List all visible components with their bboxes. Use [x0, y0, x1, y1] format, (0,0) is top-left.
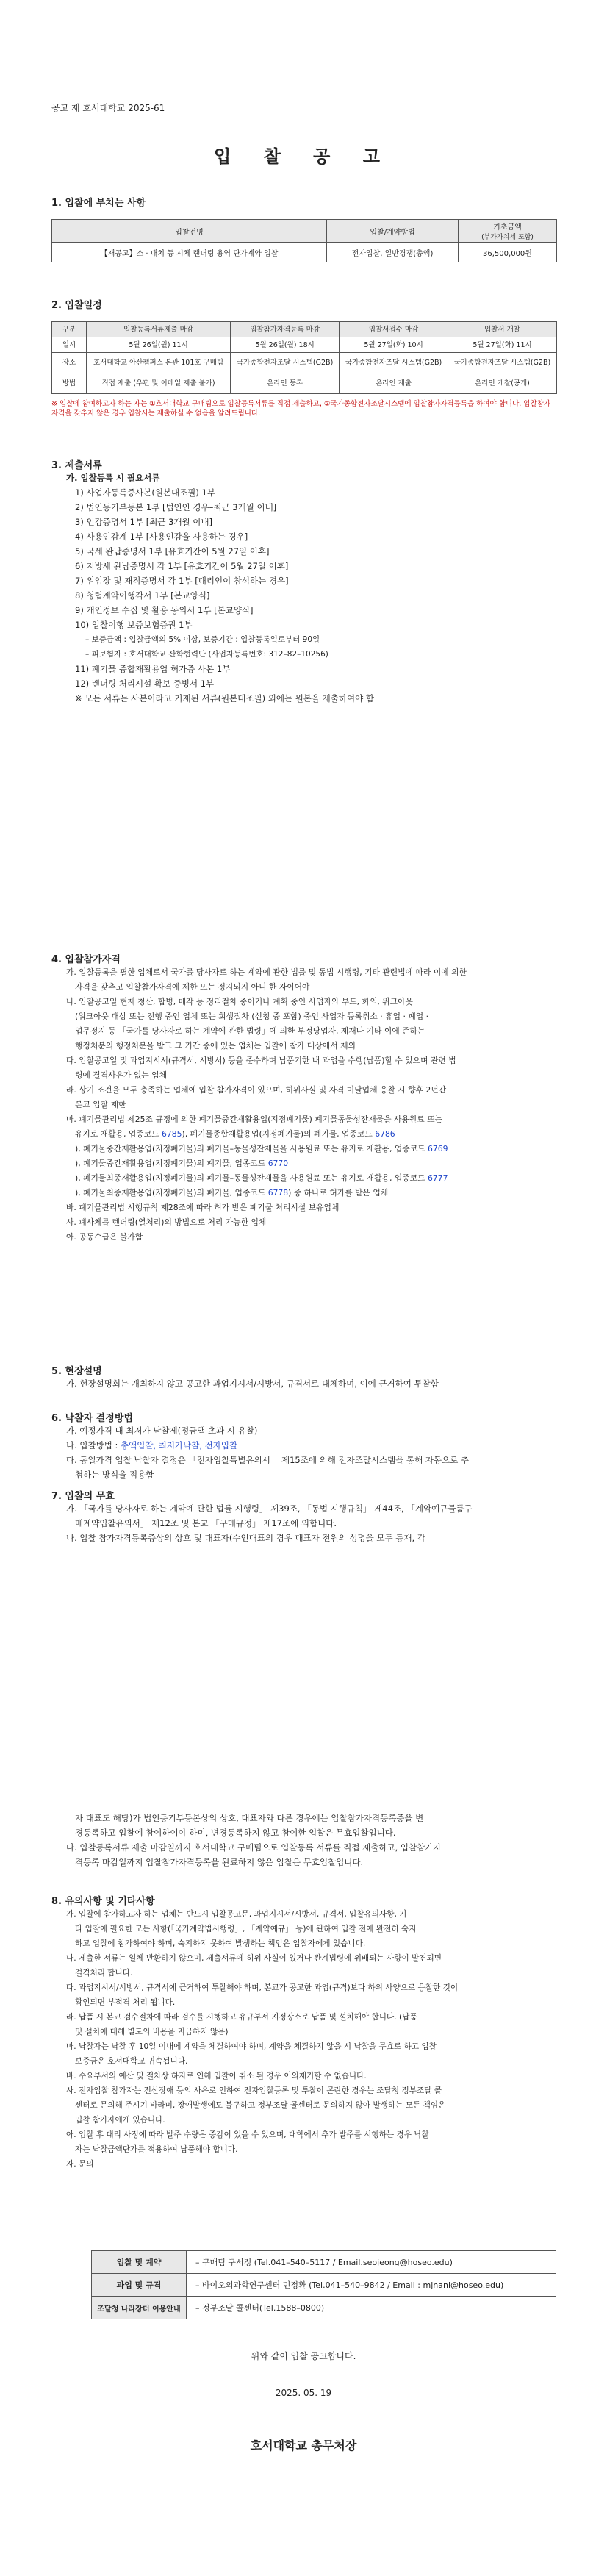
note-item: 사. 전자입찰 참가자는 전산장애 등의 사유로 인하여 전자입찰등록 및 투찰이 곤란한 경우는 조달청 정부조달 콜	[66, 2086, 442, 2095]
doc-item: 10) 입찰이행 보증보험증권 1부	[75, 620, 193, 630]
schedule-cell: 국가종합전자조달 시스템(G2B)	[340, 353, 448, 373]
invalid-item: 다. 입찰등록서류 제출 마감일까지 호서대학교 구매팀으로 입찰등록 서류를 직접 제출하고, 입찰참가자	[66, 1842, 442, 1853]
note-item: 가. 입찰에 참가하고자 하는 업체는 반드시 입찰공고문, 과업지시서/시방서, 규격서, 입찰유의사항, 기	[66, 1910, 407, 1919]
invalid-item: 자 대표도 해당)가 법인등기부등본상의 상호, 대표자와 다른 경우에는 입찰참가자격등록증을 변	[75, 1813, 424, 1823]
note-item: 입찰 참가자에게 있습니다.	[75, 2116, 165, 2125]
doc-item: 5) 국세 완납증명서 1부 [유효기간이 5월 27일 이후]	[75, 546, 270, 557]
section-3-heading: 3. 제출서류	[51, 460, 102, 471]
bid-method: 전자입찰, 일반경쟁(총액)	[327, 243, 459, 262]
doc-item: 12) 렌더링 처리시설 확보 증빙서 1부	[75, 679, 215, 689]
schedule-cell: 5월 26일(월) 11시	[87, 337, 231, 353]
schedule-cell: 장소	[52, 353, 87, 373]
waste-code-line: ), 폐기물중간재활용업(지정폐기물)의 폐기물–동물성잔재물을 사용원료 또는 유지로 재활용, 업종코드 6769	[75, 1144, 448, 1153]
schedule-header: 입찰참가자격등록 마감	[231, 322, 340, 337]
section-8-heading: 8. 유의사항 및 기타사항	[51, 1896, 155, 1907]
notice-number: 공고 제 호서대학교 2025-61	[51, 103, 165, 113]
closing-text: 위와 같이 입찰 공고합니다.	[251, 2351, 356, 2361]
bid-method-value: 총액입찰, 최저가낙찰, 전자입찰	[121, 1440, 238, 1450]
col-method: 입찰/계약방법	[327, 220, 459, 243]
doc-item: 3) 인감증명서 1부 [최근 3개월 이내]	[75, 517, 212, 527]
waste-code: 6786	[375, 1129, 395, 1139]
invalid-item: 나. 입찰 참가자격등록증상의 상호 및 대표자(수인대표의 경우 대표자 전원의 성명을 모두 등재, 각	[66, 1533, 425, 1543]
doc-item: 8) 청렴계약이행각서 1부 [본교양식]	[75, 590, 210, 601]
eligibility-item: 본교 입찰 제한	[75, 1100, 126, 1109]
invalid-item: 경등록하고 입찰에 참여하여야 하며, 변경등록하지 않고 참여한 입찰은 무효입찰입니다.	[75, 1828, 396, 1838]
schedule-cell: 5월 27일(화) 11시	[448, 337, 557, 353]
schedule-table	[51, 321, 557, 394]
contact-value: – 바이오의과학연구센터 민정환 (Tel.041–540–9842 / Email : mjnani@hoseo.edu)	[187, 2274, 556, 2297]
required-docs-subheading: 가. 입찰등록 시 필요서류	[66, 473, 160, 483]
waste-code: 6770	[267, 1159, 289, 1168]
waste-code-line: 유지로 재활용, 업종코드 6785), 폐기물종합재활용업(지정폐기물)의 폐기물, 업종코드 6786	[75, 1129, 395, 1139]
award-method	[51, 1423, 558, 1482]
site-briefing	[51, 1376, 558, 1391]
contact-label: 과업 및 규격	[92, 2274, 187, 2297]
section-5-heading: 5. 현장설명	[51, 1366, 102, 1377]
eligibility-item: 자격을 갖추고 입찰참가자격에 제한 또는 정지되지 아니 한 자이어야	[75, 982, 310, 992]
eligibility-item: 령에 결격사유가 없는 업체	[75, 1070, 168, 1080]
award-item: 다. 동일가격 입찰 낙찰자 결정은 「전자입찰특별유의서」 제15조에 의해 전자조달시스템을 통해 자동으로 추	[66, 1455, 470, 1465]
contact-label: 입찰 및 계약	[92, 2251, 187, 2274]
schedule-cell: 방법	[52, 373, 87, 394]
base-price: 36,500,000원	[459, 243, 557, 262]
eligibility-item: 행정처분의 행정처분을 받고 그 기간 중에 있는 업체는 입찰에 참가 대상에서 제외	[75, 1041, 356, 1051]
note-item: 바. 수요부서의 예산 및 절차상 하자로 인해 입찰이 취소 된 경우 이의제기할 수 없습니다.	[66, 2072, 367, 2081]
invalid-item: 격등록 마감일까지 입찰참가자격등록을 완료하지 않은 입찰은 무효입찰입니다.	[75, 1857, 364, 1867]
eligibility-item: 아. 공동수급은 불가함	[66, 1232, 143, 1242]
col-base-price: 기초금액 (부가가치세 포함)	[459, 220, 557, 243]
note-item: 센터로 문의해 주시기 바라며, 장애발생에도 불구하고 정부조달 콜센터로 문의하지 않아 발생하는 모든 책임은	[75, 2101, 446, 2110]
schedule-cell: 5월 26일(월) 18시	[231, 337, 340, 353]
eligibility-item: 다. 입찰공고일 및 과업지시서(규격서, 시방서) 등을 준수하며 납품기한 내 과업을 수행(납품)할 수 있으며 관련 법	[66, 1056, 456, 1065]
waste-code: 6777	[427, 1173, 448, 1183]
section-1-heading: 1. 입찰에 부치는 사항	[51, 198, 146, 209]
issuer: 호서대학교 총무처장	[250, 2439, 357, 2452]
invalid-bid-list-1	[51, 1501, 558, 1545]
eligibility-item: 바. 폐기물관리법 시행규칙 제28조에 따라 허가 받은 폐기물 처리시설 보유업체	[66, 1203, 340, 1212]
note-item: 확인되면 부적격 처리 됩니다.	[75, 1998, 176, 2007]
eligibility-item: 가. 입찰등록을 필한 업체로서 국가를 당사자로 하는 계약에 관한 법률 및 동법 시행령, 기타 관련법에 따라 이에 의한	[66, 967, 467, 977]
schedule-cell: 국가종합전자조달 시스템(G2B)	[231, 353, 340, 373]
eligibility-item: 업무정지 등 「국가를 당사자로 하는 계약에 관한 법령」에 의한 부정당업자, 제재나 기타 이에 준하는	[75, 1026, 425, 1036]
bid-item-name: 【재공고】소 · 대치 등 시체 랜더링 용역 단가계약 입찰	[52, 243, 327, 262]
eligibility-item: 라. 상기 조건을 모두 충족하는 업체에 입찰 참가자격이 있으며, 허위사실 및 자격 미달업체 응찰 시 향후 2년간	[66, 1085, 447, 1095]
note-item: 및 설치에 대해 별도의 비용을 지급하지 않음)	[75, 2028, 229, 2036]
award-item: 나. 입찰방법 : 총액입찰, 최저가낙찰, 전자입찰	[66, 1440, 238, 1450]
schedule-cell: 직접 제출 (우편 및 이메일 제출 불가)	[87, 373, 231, 394]
doc-item: 11) 폐기물 종합재활용업 허가증 사본 1부	[75, 664, 231, 674]
note-item: 타 입찰에 필요한 모든 사항(「국가계약법시행령」, 「계약예규」 등)에 관하여 입찰 전에 완전히 숙지	[75, 1925, 417, 1933]
note-item: 나. 제출한 서류는 일체 반환하지 않으며, 제출서류에 허위 사실이 있거나 관계법령에 위배되는 사항이 발견되면	[66, 1954, 442, 1963]
bond-detail: – 피보험자 : 호서대학교 산학협력단 (사업자등록번호: 312–82–10256)	[85, 650, 328, 659]
award-item: 가. 예정가격 내 최저가 낙찰제(정금액 초과 시 유찰)	[66, 1425, 258, 1436]
schedule-cell: 국가종합전자조달 시스템(G2B)	[448, 353, 557, 373]
note-item: 다. 과업지시서/시방서, 규격서에 근거하여 투찰해야 하며, 본교가 공고한 과업(규격)보다 하위 사양으로 응찰한 것이	[66, 1983, 459, 1992]
note-item: 결격처리 합니다.	[75, 1969, 133, 1978]
bond-detail: – 보증금액 : 입찰금액의 5% 이상, 보증기간 : 입찰등록일로부터 90일	[85, 635, 320, 644]
waste-code: 6769	[427, 1144, 448, 1153]
note-item: 라. 납품 시 본교 검수절차에 따라 검수를 시행하고 유규부서 지정장소로 납품 및 설치해야 합니다. (납품	[66, 2013, 417, 2022]
eligibility-item-ma: 마. 폐기물관리법 제25조 규정에 의한 폐기물중간재활용업(지정폐기물) 폐기물동물성잔재물을 사용원료 또는	[66, 1115, 442, 1124]
schedule-cell: 온라인 개찰(공개)	[448, 373, 557, 394]
doc-item: 2) 법인등기부등본 1부 [법인인 경우–최근 3개월 이내]	[75, 502, 277, 512]
doc-item: 6) 지방세 완납증명서 각 1부 [유효기간이 5월 27일 이후]	[75, 561, 289, 571]
doc-item: 9) 개인정보 수집 및 활용 동의서 1부 [본교양식]	[75, 605, 254, 615]
bid-item-table	[51, 219, 557, 262]
contact-table	[91, 2250, 556, 2319]
invalid-bid-list-2	[51, 1811, 558, 1870]
schedule-cell: 5월 27일(화) 10시	[340, 337, 448, 353]
section-6-heading: 6. 낙찰자 결정방법	[51, 1413, 133, 1424]
waste-code: 6785	[162, 1129, 182, 1139]
doc-item: 1) 사업자등록증사본(원본대조필) 1부	[75, 487, 215, 498]
eligibility-item: 나. 입찰공고일 현재 청산, 합병, 매각 등 정리절차 중이거나 계획 중인 사업자와 부도, 화의, 워크아웃	[66, 997, 413, 1006]
waste-code-line: ), 폐기물최종재활용업(지정폐기물)의 폐기물, 업종코드 6778) 중 하나로 허가를 받은 업체	[75, 1188, 389, 1198]
note-item: 하고 입찰에 참가하여야 하며, 숙지하지 못하여 발생하는 책임은 입찰자에게 있습니다.	[75, 1939, 366, 1948]
waste-code-line: ), 폐기물중간재활용업(지정폐기물)의 폐기물, 업종코드 6770	[75, 1159, 289, 1168]
required-documents	[51, 471, 558, 706]
contact-label: 조달청 나라장터 이용안내	[92, 2297, 187, 2319]
award-item: 첨하는 방식을 적용함	[75, 1470, 154, 1480]
eligibility-item: (워크아웃 대상 또는 진행 중인 업체 또는 회생절차 (신청 중 포함) 중인 사업자 등록취소 · 휴업 · 폐업 ·	[75, 1012, 429, 1021]
waste-code-line: ), 폐기물최종재활용업(지정폐기물)의 폐기물–동물성잔재물을 사용원료 또는 유지로 재활용, 업종코드 6777	[75, 1173, 448, 1183]
schedule-cell: 온라인 등록	[231, 373, 340, 394]
contact-value: – 정부조달 콜센터(Tel.1588–0800)	[187, 2297, 556, 2319]
notice-date: 2025. 05. 19	[275, 2388, 332, 2398]
note-item: 자는 낙찰금액단가를 적용하여 납품해야 합니다.	[75, 2145, 238, 2154]
note-item: 자. 문의	[66, 2160, 94, 2169]
schedule-cell: 일시	[52, 337, 87, 353]
invalid-item: 가. 「국가를 당사자로 하는 계약에 관한 법률 시행령」 제39조, 「동법 시행규칙」 제44조, 「계약예규물품구	[66, 1503, 473, 1514]
schedule-cell: 온라인 제출	[340, 373, 448, 394]
notes-list	[51, 1907, 558, 2172]
col-item-name: 입찰건명	[52, 220, 327, 243]
schedule-header: 입찰서 개찰	[448, 322, 557, 337]
schedule-header: 입찰서접수 마감	[340, 322, 448, 337]
note-item: 마. 낙찰자는 낙찰 후 10일 이내에 계약을 체결하여야 하며, 계약을 체결하지 않을 시 낙찰을 무효로 하고 입찰	[66, 2042, 437, 2051]
doc-item: 4) 사용인감계 1부 [사용인감을 사용하는 경우]	[75, 532, 248, 542]
section-2-heading: 2. 입찰일정	[51, 300, 102, 311]
doc-item: ※ 모든 서류는 사본이라고 기재된 서류(원본대조필) 외에는 원본을 제출하여야 함	[75, 693, 374, 704]
schedule-cell: 호서대학교 아산캠퍼스 본관 101호 구매팀	[87, 353, 231, 373]
section-4-heading: 4. 입찰참가자격	[51, 954, 121, 965]
note-item: 아. 입찰 후 대리 사정에 따라 발주 수량은 증감이 있을 수 있으며, 대학에서 추가 발주를 시행하는 경우 낙찰	[66, 2130, 429, 2139]
waste-code: 6778	[267, 1188, 289, 1198]
schedule-header: 구분	[52, 322, 87, 337]
eligibility-item: 사. 폐사체를 렌더링(열처리)의 방법으로 처리 가능한 업체	[66, 1217, 267, 1227]
invalid-item: 매계약입찰유의서」 제12조 및 본교 「구매규정」 제17조에 의합니다.	[75, 1518, 337, 1528]
contact-value: – 구매팀 구서정 (Tel.041–540–5117 / Email.seojeong@hoseo.edu)	[187, 2251, 556, 2274]
schedule-note: ※ 입찰에 참여하고자 하는 자는 ①호서대학교 구매팀으로 입찰등록서류를 직접 제출하고, ②국가종합전자조달시스템에 입찰참가자격등록을 하여야 합니다. 입찰참가자격을 갖추지 않은 경우 입찰서는 제출하실 수 없음을 알려드립니다.	[51, 400, 550, 418]
doc-item: 7) 위임장 및 재직증명서 각 1부 [대리인이 참석하는 경우]	[75, 576, 289, 586]
schedule-header: 입찰등록서류제출 마감	[87, 322, 231, 337]
note-item: 보증금은 호서대학교 귀속됩니다.	[75, 2057, 188, 2066]
site-briefing-text: 가. 현장설명회는 개최하지 않고 공고한 과업지시서/시방서, 규격서로 대체하며, 이에 근거하여 투찰함	[66, 1378, 439, 1389]
document-title: 입 찰 공 고	[214, 146, 393, 167]
section-7-heading: 7. 입찰의 무효	[51, 1491, 115, 1502]
eligibility-list	[51, 965, 558, 1245]
